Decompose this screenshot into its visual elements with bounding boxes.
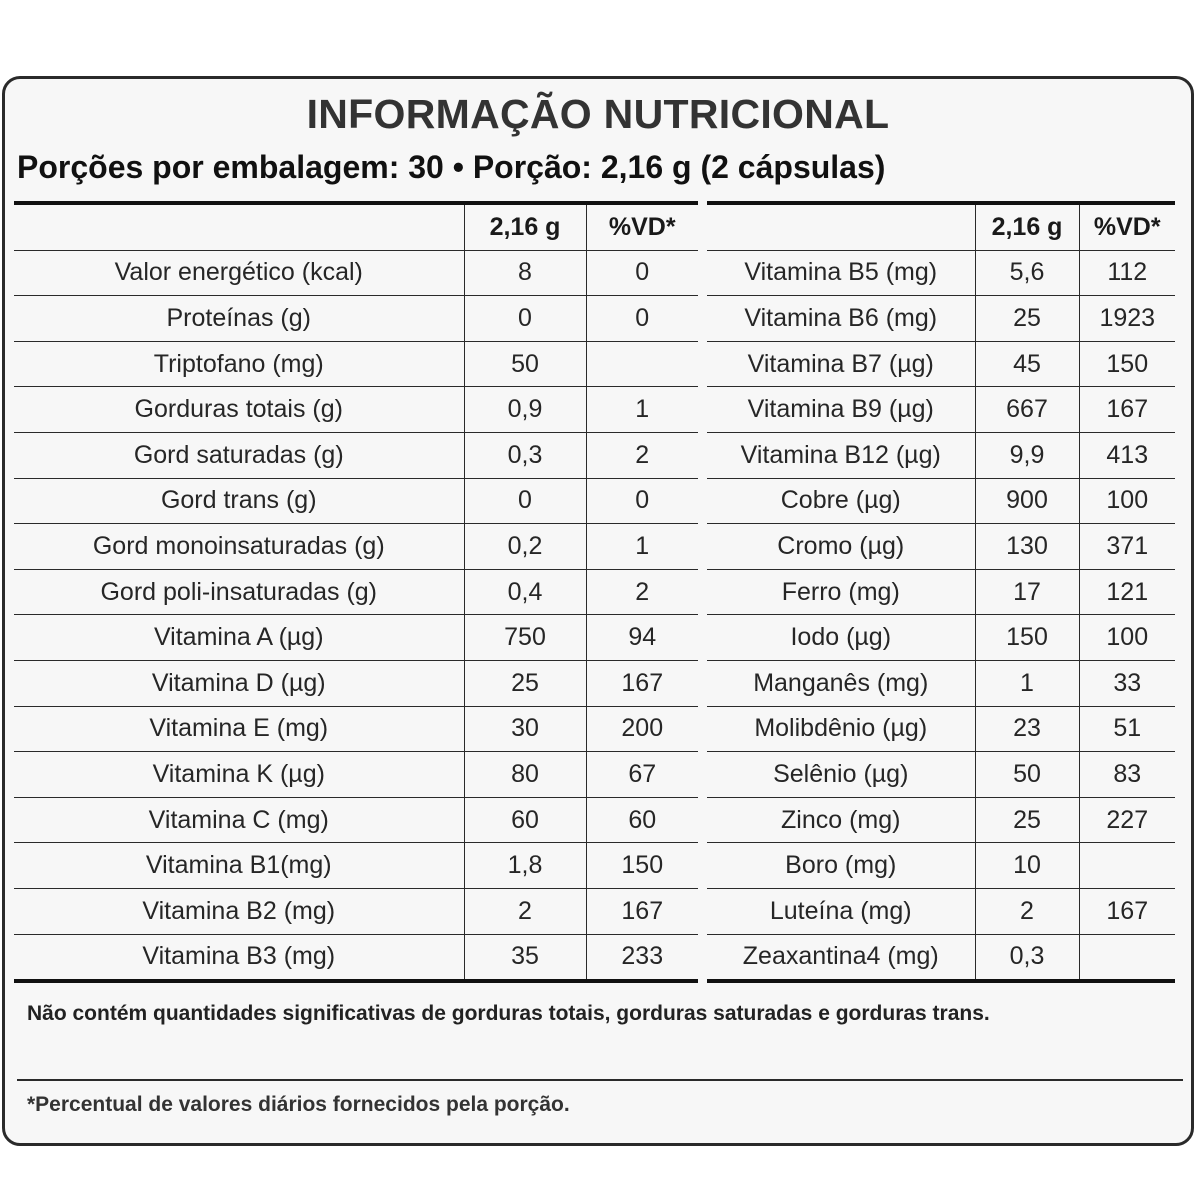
nutrient-dv [1079, 934, 1175, 981]
nutrient-dv: 227 [1079, 797, 1175, 843]
nutrient-name: Selênio (µg) [707, 752, 975, 798]
nutrient-name: Vitamina B9 (µg) [707, 387, 975, 433]
table-row [707, 432, 1175, 478]
nutrient-dv: 51 [1079, 706, 1175, 752]
table-row [707, 250, 1175, 296]
table-row [707, 706, 1175, 752]
nutrient-name: Ferro (mg) [707, 569, 975, 615]
nutrient-name: Gord poli-insaturadas (g) [14, 569, 464, 615]
nutrient-dv: 100 [1079, 615, 1175, 661]
nutrient-amount: 0,3 [975, 934, 1079, 981]
nutrient-dv: 167 [586, 660, 698, 706]
nutrient-name: Vitamina B1(mg) [14, 843, 464, 889]
nutrient-name: Valor energético (kcal) [14, 250, 464, 296]
nutrient-tables [5, 201, 1191, 985]
divider [17, 1079, 1183, 1081]
nutrient-name: Vitamina B12 (µg) [707, 432, 975, 478]
nutrient-amount: 900 [975, 478, 1079, 524]
nutrient-dv [586, 341, 698, 387]
nutrient-amount: 25 [975, 296, 1079, 342]
nutrient-name: Vitamina D (µg) [14, 660, 464, 706]
nutrient-name: Cromo (µg) [707, 524, 975, 570]
nutrient-amount: 50 [464, 341, 586, 387]
nutrient-dv: 1923 [1079, 296, 1175, 342]
nutrient-amount: 0,4 [464, 569, 586, 615]
nutrition-facts-panel [2, 76, 1194, 1146]
nutrient-dv: 1 [586, 524, 698, 570]
table-header-row [707, 203, 1175, 250]
nutrient-name: Vitamina B3 (mg) [142, 942, 336, 971]
nutrient-name: Zinco (mg) [707, 797, 975, 843]
nutrient-dv: 94 [586, 615, 698, 661]
table-row [707, 660, 1175, 706]
nutrient-dv: 150 [586, 843, 698, 889]
table-row [707, 843, 1175, 889]
table-row [707, 569, 1175, 615]
table-row [14, 752, 698, 798]
table-row [707, 478, 1175, 524]
nutrient-name: Vitamina A (µg) [14, 615, 464, 661]
nutrient-name: Gord saturadas (g) [14, 432, 464, 478]
nutrient-header [707, 203, 975, 250]
nutrient-dv: 112 [1079, 250, 1175, 296]
nutrient-amount: 23 [975, 706, 1079, 752]
table-row [14, 615, 698, 661]
nutrient-amount: 60 [464, 797, 586, 843]
table-header-row [14, 203, 698, 250]
table-row [707, 387, 1175, 433]
table-row [14, 797, 698, 843]
portion-header: 2,16 g [464, 203, 586, 250]
nutrient-dv: 150 [1079, 341, 1175, 387]
nutrient-dv [1079, 843, 1175, 889]
portion-header: 2,16 g [975, 203, 1079, 250]
table-row [14, 250, 698, 296]
nutrient-dv: 67 [586, 752, 698, 798]
nutrient-dv: 121 [1079, 569, 1175, 615]
nutrient-amount: 17 [975, 569, 1079, 615]
nutrient-dv: 33 [1079, 660, 1175, 706]
table-row [14, 387, 698, 433]
nutrient-name: Luteína (mg) [707, 888, 975, 934]
nutrient-name: Vitamina B6 (mg) [707, 296, 975, 342]
nutrient-amount: 8 [464, 250, 586, 296]
serving-info: Porções por embalagem: 30 • Porção: 2,16 g (2 cápsulas) [17, 149, 886, 185]
nutrient-name: Cobre (µg) [707, 478, 975, 524]
nutrient-amount: 0,3 [464, 432, 586, 478]
table-row [14, 843, 698, 889]
nutrient-header [14, 203, 464, 250]
nutrient-name: Vitamina C (mg) [14, 797, 464, 843]
nutrient-dv: 83 [1079, 752, 1175, 798]
table-row [14, 341, 698, 387]
nutrient-name: Vitamina K (µg) [14, 752, 464, 798]
nutrient-name: Zeaxantina4 (mg) [742, 942, 939, 971]
nutrient-dv: 0 [586, 478, 698, 524]
nutrient-amount: 5,6 [975, 250, 1079, 296]
nutrient-dv: 2 [586, 432, 698, 478]
nutrient-table-left [14, 201, 698, 983]
nutrient-dv: 167 [1079, 888, 1175, 934]
nutrient-amount: 0,9 [464, 387, 586, 433]
nutrient-dv: 200 [586, 706, 698, 752]
nutrient-dv: 371 [1079, 524, 1175, 570]
table-row [14, 296, 698, 342]
nutrient-dv: 167 [1079, 387, 1175, 433]
nutrient-dv: 167 [586, 888, 698, 934]
nutrient-amount: 50 [975, 752, 1079, 798]
table-row [14, 888, 698, 934]
nutrient-amount: 150 [975, 615, 1079, 661]
table-row [14, 660, 698, 706]
nutrition-note: Não contém quantidades significativas de gorduras totais, gorduras saturadas e gorduras trans. [27, 1002, 990, 1025]
nutrient-dv: 233 [586, 934, 698, 981]
nutrient-dv: 1 [586, 387, 698, 433]
nutrient-name: Iodo (µg) [707, 615, 975, 661]
nutrient-amount: 0 [464, 296, 586, 342]
nutrient-amount: 35 [464, 934, 586, 981]
nutrient-dv: 100 [1079, 478, 1175, 524]
panel-title: INFORMAÇÃO NUTRICIONAL [306, 91, 890, 137]
nutrient-dv: 2 [586, 569, 698, 615]
nutrient-amount: 1 [975, 660, 1079, 706]
table-row [707, 296, 1175, 342]
nutrient-amount: 25 [975, 797, 1079, 843]
nutrient-amount: 45 [975, 341, 1079, 387]
nutrient-name: Vitamina B2 (mg) [14, 888, 464, 934]
nutrient-dv: 0 [586, 296, 698, 342]
table-row [707, 934, 1175, 981]
nutrient-name: Molibdênio (µg) [707, 706, 975, 752]
nutrient-name: Vitamina B5 (mg) [707, 250, 975, 296]
table-row [14, 706, 698, 752]
table-row [14, 432, 698, 478]
nutrient-amount: 667 [975, 387, 1079, 433]
nutrient-amount: 2 [464, 888, 586, 934]
nutrient-amount: 9,9 [975, 432, 1079, 478]
nutrient-name: Proteínas (g) [14, 296, 464, 342]
nutrient-name: Gord trans (g) [14, 478, 464, 524]
table-row [14, 478, 698, 524]
nutrient-amount: 0 [464, 478, 586, 524]
table-row [707, 797, 1175, 843]
nutrient-dv: 0 [586, 250, 698, 296]
dv-header: %VD* [1079, 203, 1175, 250]
table-row [14, 524, 698, 570]
nutrient-amount: 0,2 [464, 524, 586, 570]
nutrient-amount: 80 [464, 752, 586, 798]
table-row [14, 934, 698, 981]
nutrient-name: Vitamina B7 (µg) [707, 341, 975, 387]
nutrient-table-right [707, 201, 1175, 983]
nutrient-name: Gorduras totais (g) [14, 387, 464, 433]
nutrient-amount: 750 [464, 615, 586, 661]
nutrient-dv: 60 [586, 797, 698, 843]
nutrient-amount: 25 [464, 660, 586, 706]
nutrient-amount: 130 [975, 524, 1079, 570]
nutrient-amount: 2 [975, 888, 1079, 934]
dv-header: %VD* [586, 203, 698, 250]
nutrient-dv: 413 [1079, 432, 1175, 478]
table-row [14, 569, 698, 615]
nutrient-name: Triptofano (mg) [14, 341, 464, 387]
nutrient-amount: 1,8 [464, 843, 586, 889]
table-row [707, 615, 1175, 661]
nutrient-name: Manganês (mg) [707, 660, 975, 706]
dv-footnote: *Percentual de valores diários fornecidos pela porção. [27, 1093, 570, 1116]
table-row [707, 888, 1175, 934]
nutrient-name: Boro (mg) [707, 843, 975, 889]
nutrient-amount: 30 [464, 706, 586, 752]
nutrient-name: Gord monoinsaturadas (g) [14, 524, 464, 570]
table-row [707, 341, 1175, 387]
table-row [707, 524, 1175, 570]
nutrient-name: Vitamina E (mg) [14, 706, 464, 752]
nutrient-amount: 10 [975, 843, 1079, 889]
table-row [707, 752, 1175, 798]
